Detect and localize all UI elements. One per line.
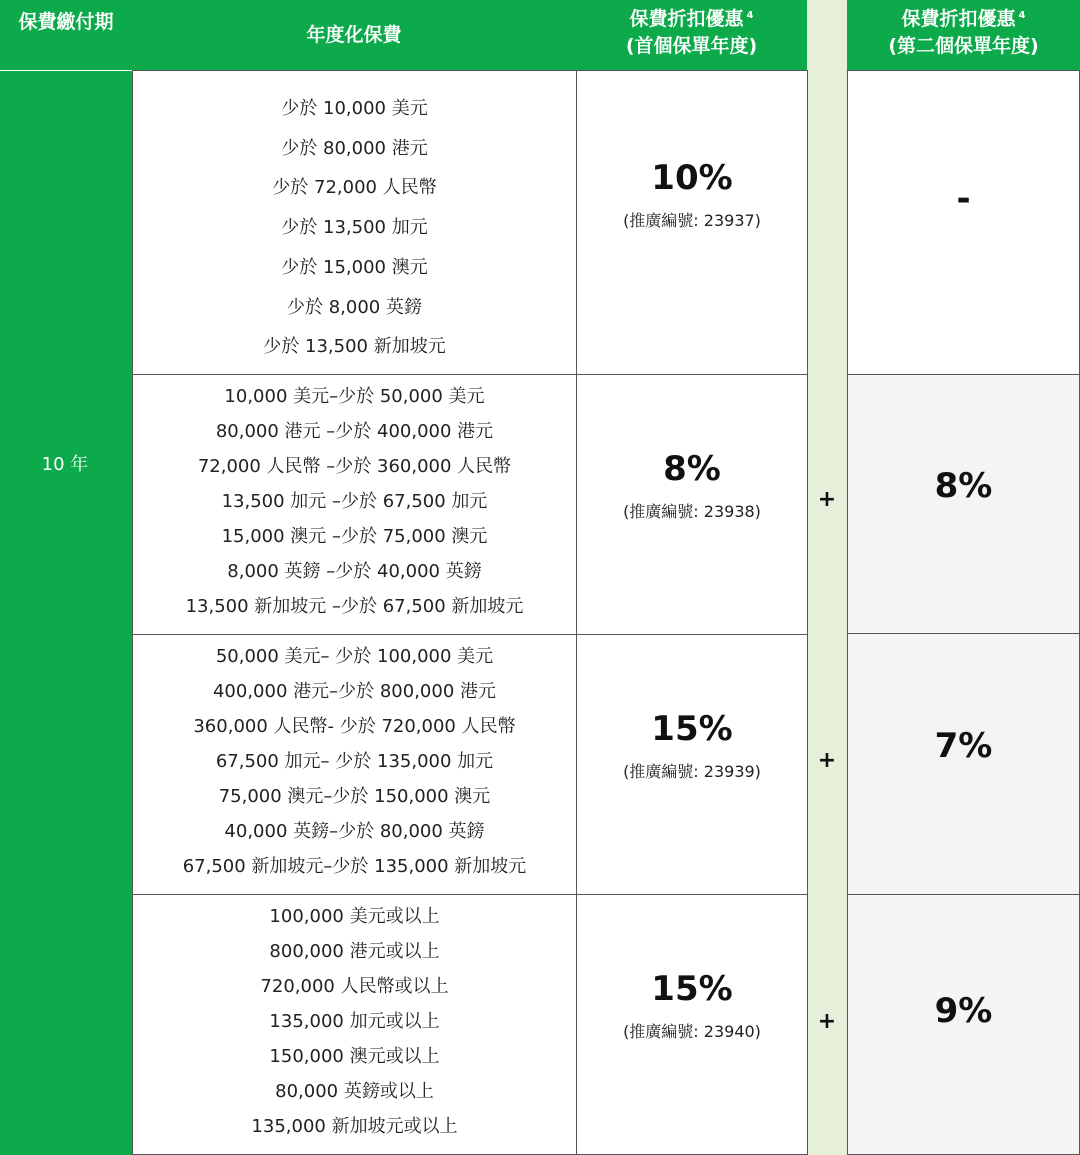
premium-range-line: 100,000 美元或以上 bbox=[269, 906, 440, 927]
premium-range-line: 80,000 港元 –少於 400,000 港元 bbox=[215, 421, 494, 442]
premium-range-line: 少於 13,500 新加坡元 bbox=[263, 336, 446, 358]
premium-range-line: 13,500 新加坡元 –少於 67,500 新加坡元 bbox=[185, 596, 524, 617]
premium-cell bbox=[132, 634, 577, 895]
premium-range-line: 67,500 新加坡元–少於 135,000 新加坡元 bbox=[182, 856, 527, 877]
second-year-discount-cell bbox=[847, 70, 1080, 375]
premium-cell bbox=[132, 374, 577, 635]
header-second-year-line2: (第二個保單年度) bbox=[888, 35, 1039, 57]
second-year-discount-cell bbox=[847, 633, 1080, 895]
premium-range-line: 800,000 港元或以上 bbox=[269, 941, 440, 962]
premium-range-line: 少於 10,000 美元 bbox=[281, 98, 428, 119]
premium-range-line: 8,000 英鎊 –少於 40,000 英鎊 bbox=[227, 561, 482, 582]
separator-column bbox=[807, 0, 847, 1155]
footnote-marker: 4 bbox=[746, 10, 754, 21]
plus-sign: + bbox=[817, 748, 837, 773]
discount-percentage: 15% bbox=[651, 969, 733, 1009]
premium-range-line: 150,000 澳元或以上 bbox=[269, 1046, 440, 1067]
premium-range-line: 135,000 加元或以上 bbox=[269, 1011, 440, 1032]
premium-range-line: 少於 72,000 人民幣 bbox=[272, 177, 437, 199]
footnote-marker: 4 bbox=[1018, 10, 1026, 21]
payment-period-value: 10 年 bbox=[41, 454, 89, 475]
first-year-discount-cell bbox=[576, 70, 808, 375]
discount-percentage: 10% bbox=[651, 158, 733, 198]
premium-range-line: 135,000 新加坡元或以上 bbox=[251, 1116, 458, 1137]
header-first-year-line2: (首個保單年度) bbox=[625, 35, 758, 57]
premium-range-line: 400,000 港元–少於 800,000 港元 bbox=[212, 681, 497, 702]
promo-code: (推廣編號: 23938) bbox=[623, 502, 761, 521]
second-year-discount-cell bbox=[847, 374, 1080, 634]
premium-range-line: 少於 80,000 港元 bbox=[281, 137, 428, 159]
second-year-discount-cell bbox=[847, 894, 1080, 1155]
header-second-year-line1: 保費折扣優惠 bbox=[901, 8, 1016, 30]
header-divider-line bbox=[0, 70, 132, 71]
plus-sign: + bbox=[817, 1009, 837, 1034]
premium-range-line: 少於 15,000 澳元 bbox=[281, 256, 428, 278]
plus-sign: + bbox=[817, 487, 837, 512]
premium-range-line: 75,000 澳元–少於 150,000 澳元 bbox=[218, 786, 491, 807]
second-year-discount-value: 8% bbox=[934, 466, 993, 506]
header-first-year-discount bbox=[576, 6, 807, 60]
header-first-year-line1: 保費折扣優惠 bbox=[629, 8, 744, 30]
promo-code: (推廣編號: 23939) bbox=[623, 762, 761, 781]
premium-range-line: 50,000 美元– 少於 100,000 美元 bbox=[215, 646, 494, 667]
discount-percentage: 15% bbox=[651, 709, 733, 749]
premium-range-line: 15,000 澳元 –少於 75,000 澳元 bbox=[221, 526, 488, 547]
premium-range-line: 720,000 人民幣或以上 bbox=[260, 976, 449, 997]
premium-range-line: 10,000 美元–少於 50,000 美元 bbox=[224, 386, 485, 407]
payment-period-column-bg bbox=[0, 70, 132, 1155]
discount-percentage: 8% bbox=[663, 449, 721, 489]
premium-range-line: 40,000 英鎊–少於 80,000 英鎊 bbox=[224, 821, 485, 842]
first-year-discount-cell bbox=[576, 374, 808, 635]
premium-range-list bbox=[133, 899, 576, 1144]
premium-cell bbox=[132, 894, 577, 1155]
header-second-year-discount bbox=[847, 6, 1080, 60]
premium-range-line: 360,000 人民幣- 少於 720,000 人民幣 bbox=[193, 716, 516, 737]
premium-range-list bbox=[133, 89, 576, 367]
header-annualized-premium: 年度化保費 bbox=[306, 24, 402, 46]
second-year-discount-value: - bbox=[956, 179, 971, 219]
second-year-discount-value: 7% bbox=[934, 726, 993, 766]
premium-cell bbox=[132, 70, 577, 375]
promo-code: (推廣編號: 23940) bbox=[623, 1022, 761, 1041]
premium-range-line: 13,500 加元 –少於 67,500 加元 bbox=[221, 491, 488, 512]
premium-range-line: 80,000 英鎊或以上 bbox=[275, 1081, 434, 1102]
first-year-discount-cell bbox=[576, 894, 808, 1155]
premium-range-line: 72,000 人民幣 –少於 360,000 人民幣 bbox=[197, 456, 512, 477]
premium-range-line: 少於 8,000 英鎊 bbox=[287, 296, 422, 318]
second-year-discount-value: 9% bbox=[934, 991, 993, 1031]
premium-range-line: 少於 13,500 加元 bbox=[281, 217, 428, 239]
header-payment-period: 保費繳付期 bbox=[18, 11, 114, 33]
premium-range-list bbox=[133, 639, 576, 884]
promo-code: (推廣編號: 23937) bbox=[623, 211, 761, 230]
premium-range-list bbox=[133, 379, 576, 624]
premium-range-line: 67,500 加元– 少於 135,000 加元 bbox=[215, 751, 494, 772]
first-year-discount-cell bbox=[576, 634, 808, 895]
